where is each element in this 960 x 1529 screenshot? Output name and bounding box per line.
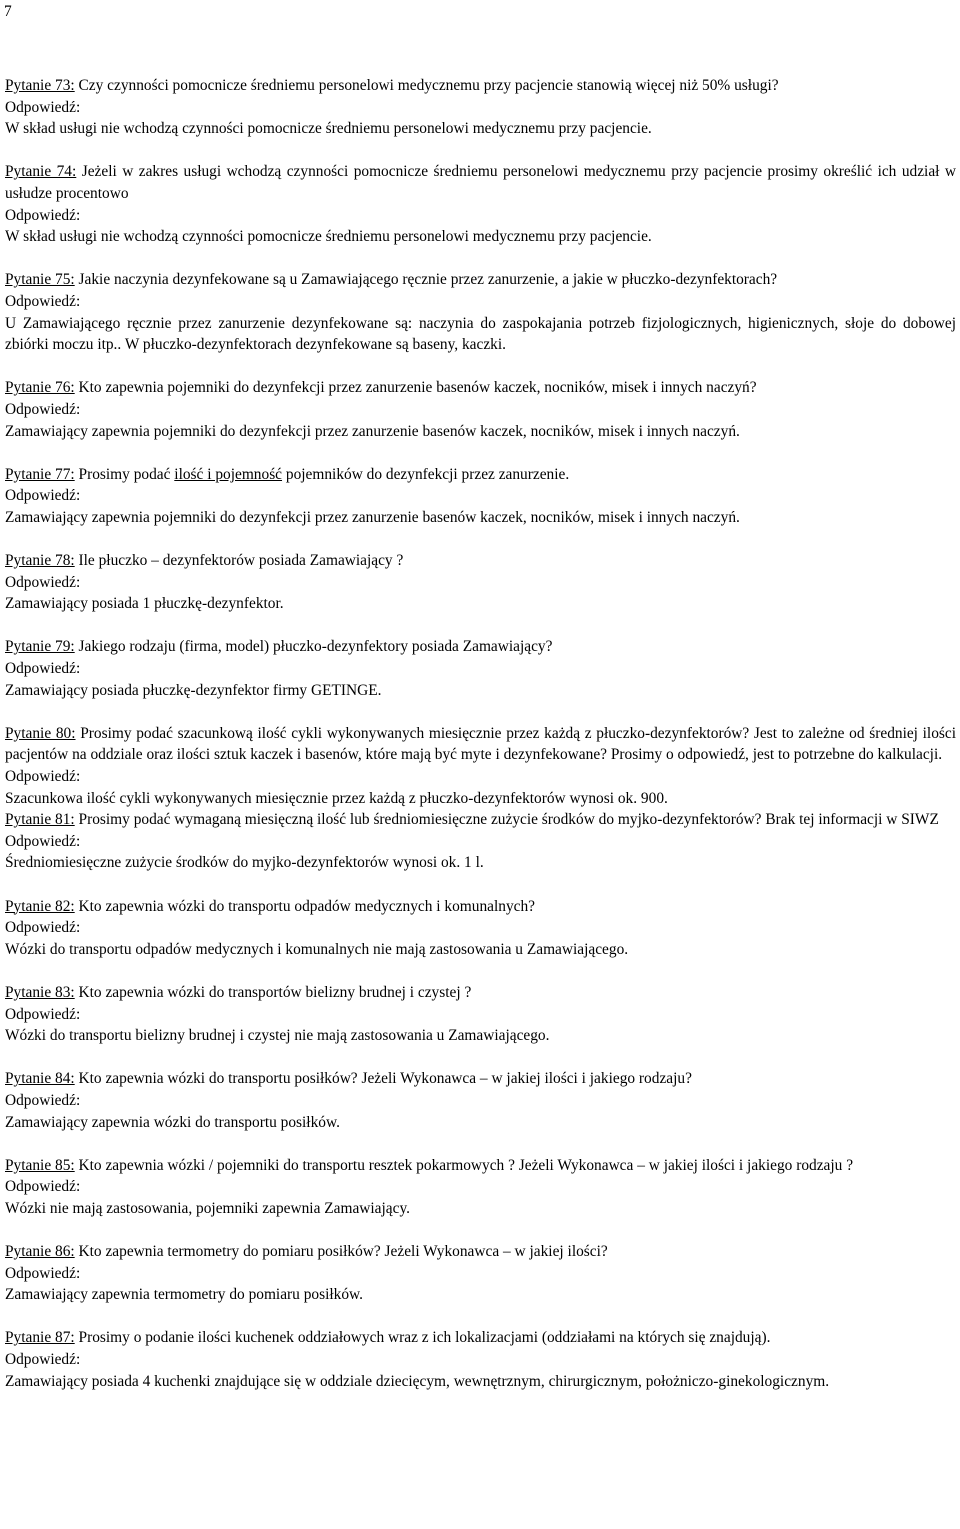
question [5,1068,956,1090]
question-label: Pytanie 80: [5,724,76,742]
qa-item-74 [5,161,956,247]
question [5,1241,956,1263]
question-text: Prosimy podać szacunkową ilość cykli wykonywanych miesięcznie przez każdą z płuczko-dezynfektorów? Jest to zależne od średniej ilości pacjentów na oddziale oraz ilości sztuk kaczek i basenów, które mają być myte i dezynfekowane? Prosimy o odpowiedź, jest to potrzebne do kalkulacji. [5,724,956,764]
answer-text: Szacunkowa ilość cykli wykonywanych miesięcznie przez każdą z płuczko-dezynfektorów wynosi ok. 900. [5,789,668,807]
question-label: Pytanie 86: [5,1243,75,1261]
qa-item-87 [5,1327,956,1392]
question-text: Kto zapewnia wózki / pojemniki do transportu resztek pokarmowych ? Jeżeli Wykonawca – w jakiej ilości i jakiego rodzaju ? [74,1156,854,1174]
answer-text: Średniomiesięczne zużycie środków do myjko-dezynfektorów wynosi ok. 1 l. [5,854,484,872]
question [5,269,956,291]
qa-item-84 [5,1068,956,1133]
question-text: Kto zapewnia wózki do transportów bielizny brudnej i czystej ? [74,983,472,1001]
qa-item-81 [5,809,956,874]
question [5,550,956,572]
question-text: Czy czynności pomocnicze średniemu personelowi medycznemu przy pacjencie stanowią więcej niż 50% usługi? [74,77,779,94]
question-label: Pytanie 76: [5,379,75,397]
question [5,982,956,1004]
answer-label: Odpowiedź: [5,1178,81,1196]
qa-item-75 [5,269,956,355]
question-text: Kto zapewnia pojemniki do dezynfekcji przez zanurzenie basenów kaczek, nocników, misek i innych naczyń? [74,379,757,397]
answer-label: Odpowiedź: [5,1351,81,1369]
question [5,809,956,831]
question-label: Pytanie 73: [5,77,75,94]
qa-item-73 [5,75,956,140]
answer-text: W skład usługi nie wchodzą czynności pomocnicze średniemu personelowi medycznemu przy pacjencie. [5,228,652,246]
answer-label: Odpowiedź: [5,768,81,785]
answer-text: Zamawiający zapewnia termometry do pomiaru posiłków. [5,1286,363,1304]
answer-label: Odpowiedź: [5,1005,81,1023]
qa-item-80 [5,723,956,809]
question [5,377,956,399]
question [5,1155,956,1177]
question [5,896,956,918]
question-label: Pytanie 79: [5,638,75,656]
question [5,75,956,97]
question [5,723,956,766]
answer-label: Odpowiedź: [5,487,81,505]
question-text-pre: Prosimy podać [74,465,175,483]
question-label: Pytanie 87: [5,1329,75,1347]
answer-label: Odpowiedź: [5,660,81,678]
qa-document [5,75,956,1392]
question-text-underlined: ilość i pojemność [174,465,283,483]
qa-item-83 [5,982,956,1047]
qa-item-85 [5,1155,956,1220]
question-label: Pytanie 82: [5,897,75,915]
answer-label: Odpowiedź: [5,400,81,418]
question-label: Pytanie 77: [5,465,75,483]
answer-text: Zamawiający posiada płuczkę-dezynfektor firmy GETINGE. [5,681,382,699]
question-label: Pytanie 85: [5,1156,75,1174]
answer-label: Odpowiedź: [5,919,81,937]
answer-label: Odpowiedź: [5,1264,81,1282]
question-label: Pytanie 84: [5,1070,75,1088]
question-text: Ile płuczko – dezynfektorów posiada Zamawiający ? [74,552,404,570]
answer-text: Wózki do transportu odpadów medycznych i komunalnych nie mają zastosowania u Zamawiającego. [5,940,629,958]
qa-item-79 [5,636,956,701]
answer-text: Zamawiający zapewnia pojemniki do dezynfekcji przez zanurzenie basenów kaczek, nocników, misek i innych naczyń. [5,422,740,440]
qa-item-77 [5,464,956,529]
question [5,464,956,486]
answer-text: Wózki do transportu bielizny brudnej i czystej nie mają zastosowania u Zamawiającego. [5,1027,550,1045]
question-text: Kto zapewnia wózki do transportu posiłków? Jeżeli Wykonawca – w jakiej ilości i jakiego rodzaju? [74,1070,692,1088]
question-text: Jakiego rodzaju (firma, model) płuczko-dezynfektory posiada Zamawiający? [74,638,553,656]
question-text: Jakie naczynia dezynfekowane są u Zamawiającego ręcznie przez zanurzenie, a jakie w płuczko-dezynfektorach? [74,271,778,289]
answer-text: U Zamawiającego ręcznie przez zanurzenie dezynfekowane są: naczynia do zaspokajania potrzeb fizjologicznych, higienicznych, słoje do dobowej zbiórki moczu itp.. W płuczko-dezynfektorach dezynfekowane są baseny, kaczki. [5,314,956,354]
question-text: Jeżeli w zakres usługi wchodzą czynności pomocnicze średniemu personelowi medycznemu przy pacjencie prosimy określić ich udział w usłudze procentowo [5,163,956,202]
page-number: 7 [4,3,12,20]
answer-text: Zamawiający posiada 1 płuczkę-dezynfektor. [5,595,284,613]
answer-text: Zamawiający zapewnia wózki do transportu posiłków. [5,1113,340,1131]
question-label: Pytanie 75: [5,271,75,289]
answer-label: Odpowiedź: [5,98,81,116]
question-label: Pytanie 78: [5,552,75,570]
answer-label: Odpowiedź: [5,1091,81,1109]
answer-label: Odpowiedź: [5,832,81,850]
question [5,161,956,204]
question-label: Pytanie 81: [5,811,75,829]
question-text-post: pojemników do dezynfekcji przez zanurzenie. [282,465,570,483]
answer-text: Wózki nie mają zastosowania, pojemniki zapewnia Zamawiający. [5,1199,410,1217]
answer-text: W skład usługi nie wchodzą czynności pomocnicze średniemu personelowi medycznemu przy pacjencie. [5,120,652,138]
answer-text: Zamawiający zapewnia pojemniki do dezynfekcji przez zanurzenie basenów kaczek, nocników, misek i innych naczyń. [5,508,740,526]
question-label: Pytanie 83: [5,983,75,1001]
qa-item-76 [5,377,956,442]
question-text: Prosimy o podanie ilości kuchenek oddziałowych wraz z ich lokalizacjami (oddziałami na których się znajdują). [74,1329,771,1347]
question [5,1327,956,1349]
answer-label: Odpowiedź: [5,292,81,310]
question-text: Kto zapewnia termometry do pomiaru posiłków? Jeżeli Wykonawca – w jakiej ilości? [74,1243,608,1261]
question-label: Pytanie 74: [5,163,77,181]
qa-item-86 [5,1241,956,1306]
qa-item-78 [5,550,956,615]
question-text: Kto zapewnia wózki do transportu odpadów medycznych i komunalnych? [74,897,535,915]
answer-text: Zamawiający posiada 4 kuchenki znajdujące się w oddziale dziecięcym, wewnętrznym, chirurgicznym, położniczo-ginekologicznym. [5,1372,830,1390]
answer-label: Odpowiedź: [5,206,81,224]
qa-item-82 [5,896,956,961]
answer-label: Odpowiedź: [5,573,81,591]
question-text: Prosimy podać wymaganą miesięczną ilość lub średniomiesięczne zużycie środków do myjko-dezynfektorów? Brak tej informacji w SIWZ [74,811,939,829]
question [5,636,956,658]
